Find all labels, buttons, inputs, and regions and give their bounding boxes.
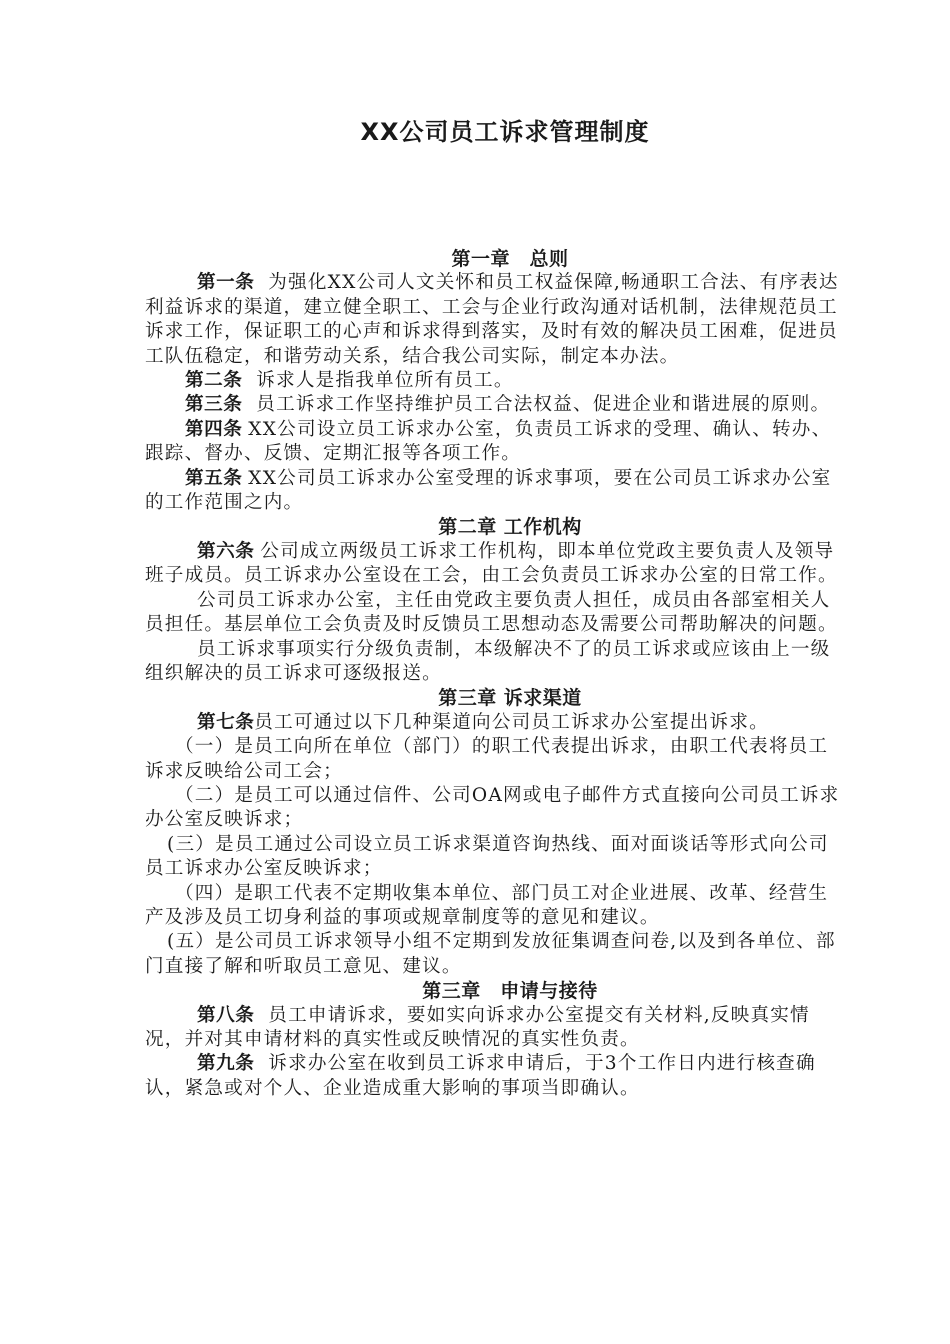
list-item-text: （四）是职工代表不定期收集本单位、部门员工对企业进展、改革、经营生产及涉及员工切身利益的事项或规章制度等的意见和建议。 — [145, 882, 829, 928]
article-2 — [145, 369, 845, 393]
article-label: 第五条 — [185, 467, 243, 489]
article-5 — [145, 467, 845, 516]
article-text: 员工诉求工作坚持维护员工合法权益、促进企业和谐进展的原则。 — [256, 394, 831, 416]
list-item — [145, 784, 845, 833]
article-9 — [145, 1052, 845, 1101]
paragraph — [145, 638, 845, 687]
article-text: 为强化XX公司人文关怀和员工权益保障,畅通职工合法、有序表达利益诉求的渠道，建立健全职工、工会与企业行政沟通对话机制，法律规范员工诉求工作，保证职工的心声和诉求得到落实，及时有效的解决员工困难，促进员工队伍稳定，和谐劳动关系，结合我公司实际，制定本办法。 — [145, 272, 839, 367]
chapter-heading-3: 第三章 诉求渠道 — [438, 687, 582, 710]
list-item — [145, 882, 845, 931]
article-3 — [145, 393, 845, 417]
article-text: 员工申请诉求，要如实向诉求办公室提交有关材料,反映真实情况，并对其申请材料的真实性或反映情况的真实性负责。 — [145, 1004, 810, 1050]
chapter-heading-2: 第二章 工作机构 — [438, 516, 582, 539]
article-text: 员工可通过以下几种渠道向公司员工诉求办公室提出诉求。 — [254, 711, 769, 733]
chapter-heading-1: 第一章 总则 — [451, 248, 569, 270]
document-title: XX公司员工诉求管理制度 — [360, 118, 650, 146]
list-item-text: （二）是员工可以通过信件、公司OA网或电子邮件方式直接向公司员工诉求办公室反映诉求； — [145, 784, 840, 831]
list-item — [145, 930, 845, 979]
article-text: XX公司员工诉求办公室受理的诉求事项，要在公司员工诉求办公室的工作范围之内。 — [145, 467, 832, 514]
article-label: 第九条 — [197, 1053, 255, 1075]
paragraph-text: 员工诉求事项实行分级负责制，本级解决不了的员工诉求或应该由上一级组织解决的员工诉求可逐级报送。 — [145, 638, 831, 684]
article-7 — [145, 711, 845, 735]
article-label: 第八条 — [197, 1004, 255, 1026]
article-label: 第一条 — [197, 272, 255, 294]
article-1 — [145, 271, 845, 369]
list-item-text: (三）是员工通过公司设立员工诉求渠道咨询热线、面对面谈话等形式向公司员工诉求办公室反映诉求； — [145, 833, 829, 880]
article-text: 诉求办公室在收到员工诉求申请后，于3个工作日内进行核查确认，紧急或对个人、企业造成重大影响的事项当即确认。 — [145, 1053, 816, 1099]
paragraph-text: 公司员工诉求办公室，主任由党政主要负责人担任，成员由各部室相关人员担任。基层单位工会负责及时反馈员工思想动态及需要公司帮助解决的问题。 — [145, 589, 838, 636]
article-label: 第七条 — [197, 711, 255, 733]
article-8 — [145, 1004, 845, 1053]
article-label: 第六条 — [197, 540, 255, 562]
list-item-text: （一）是员工向所在单位（部门）的职工代表提出诉求，由职工代表将员工诉求反映给公司工会； — [145, 736, 829, 782]
paragraph — [145, 589, 845, 638]
list-item-text: (五）是公司员工诉求领导小组不定期到发放征集调查问卷,以及到各单位、部门直接了解和听取员工意见、建议。 — [145, 931, 836, 977]
article-label: 第二条 — [185, 370, 243, 392]
article-label: 第三条 — [185, 394, 243, 416]
chapter-heading-4: 第三章 申请与接待 — [422, 980, 598, 1003]
article-text: XX公司设立员工诉求办公室，负责员工诉求的受理、确认、转办、跟踪、督办、反馈、定期汇报等各项工作。 — [145, 418, 832, 465]
article-6 — [145, 540, 845, 589]
list-item — [145, 735, 845, 784]
article-text: 诉求人是指我单位所有员工。 — [256, 370, 514, 392]
document-body — [145, 247, 845, 1101]
article-text: 公司成立两级员工诉求工作机构，即本单位党政主要负责人及领导班子成员。员工诉求办公室设在工会，由工会负责员工诉求办公室的日常工作。 — [145, 540, 838, 587]
article-label: 第四条 — [185, 418, 243, 440]
list-item — [145, 833, 845, 882]
article-4 — [145, 418, 845, 467]
